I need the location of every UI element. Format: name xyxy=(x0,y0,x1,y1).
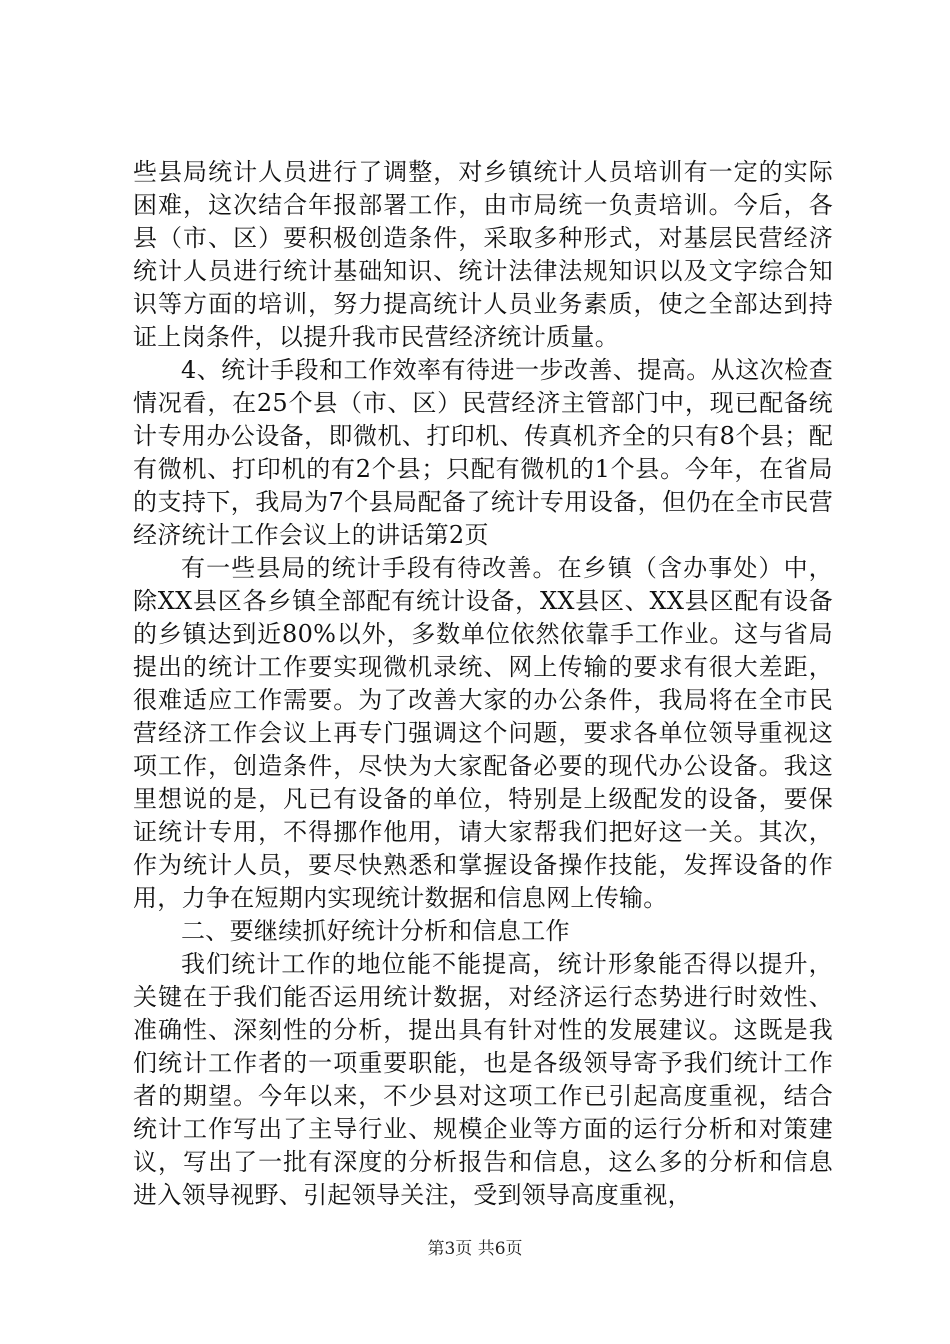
section-heading: 二、要继续抓好统计分析和信息工作 xyxy=(181,917,570,945)
paragraph: 我们统计工作的地位能不能提高，统计形象能否得以提升，关键在于我们能否运用统计数据，对经济运行态势进行时效性、准确性、深刻性的分析，提出具有针对性的发展建议。这既是我们统计工作者的一项重要职能，也是各级领导寄予我们统计工作者的期望。今年以来，不少县对这项工作已引起高度重视，结合统计工作写出了主导行业、规模企业等方面的运行分析和对策建议，写出了一批有深度的分析报告和信息，这么多的分析和信息进入领导视野、引起领导关注，受到领导高度重视， xyxy=(133,950,833,1209)
paragraph: 有一些县局的统计手段有待改善。在乡镇（含办事处）中，除XX县区各乡镇全部配有统计设备，XX县区、XX县区配有设备的乡镇达到近80%以外，多数单位依然依靠手工作业。这与省局提出的统计工作要实现微机录统、网上传输的要求有很大差距，很难适应工作需要。为了改善大家的办公条件，我局将在全市民营经济工作会议上再专门强调这个问题，要求各单位领导重视这项工作，创造条件，尽快为大家配备必要的现代办公设备。我这里想说的是，凡已有设备的单位，特别是上级配发的设备，要保证统计专用，不得挪作他用，请大家帮我们把好这一关。其次，作为统计人员，要尽快熟悉和掌握设备操作技能，发挥设备的作用，力争在短期内实现统计数据和信息网上传输。 xyxy=(133,554,833,912)
paragraph: 4、统计手段和工作效率有待进一步改善、提高。从这次检查情况看，在25个县（市、区）民营经济主管部门中，现已配备统计专用办公设备，即微机、打印机、传真机齐全的只有8个县；配有微机、打印机的有2个县；只配有微机的1个县。今年，在省局的支持下，我局为7个县局配备了统计专用设备，但仍在全市民营经济统计工作会议上的讲话第2页 xyxy=(133,356,833,549)
paragraph: 些县局统计人员进行了调整，对乡镇统计人员培训有一定的实际困难，这次结合年报部署工作，由市局统一负责培训。今后，各县（市、区）要积极创造条件，采取多种形式，对基层民营经济统计人员进行统计基础知识、统计法律法规知识以及文字综合知识等方面的培训，努力提高统计人员业务素质，使之全部达到持证上岗条件，以提升我市民营经济统计质量。 xyxy=(133,158,833,351)
page-number-footer: 第3页 共6页 xyxy=(427,1239,523,1259)
document-body xyxy=(133,156,833,1212)
